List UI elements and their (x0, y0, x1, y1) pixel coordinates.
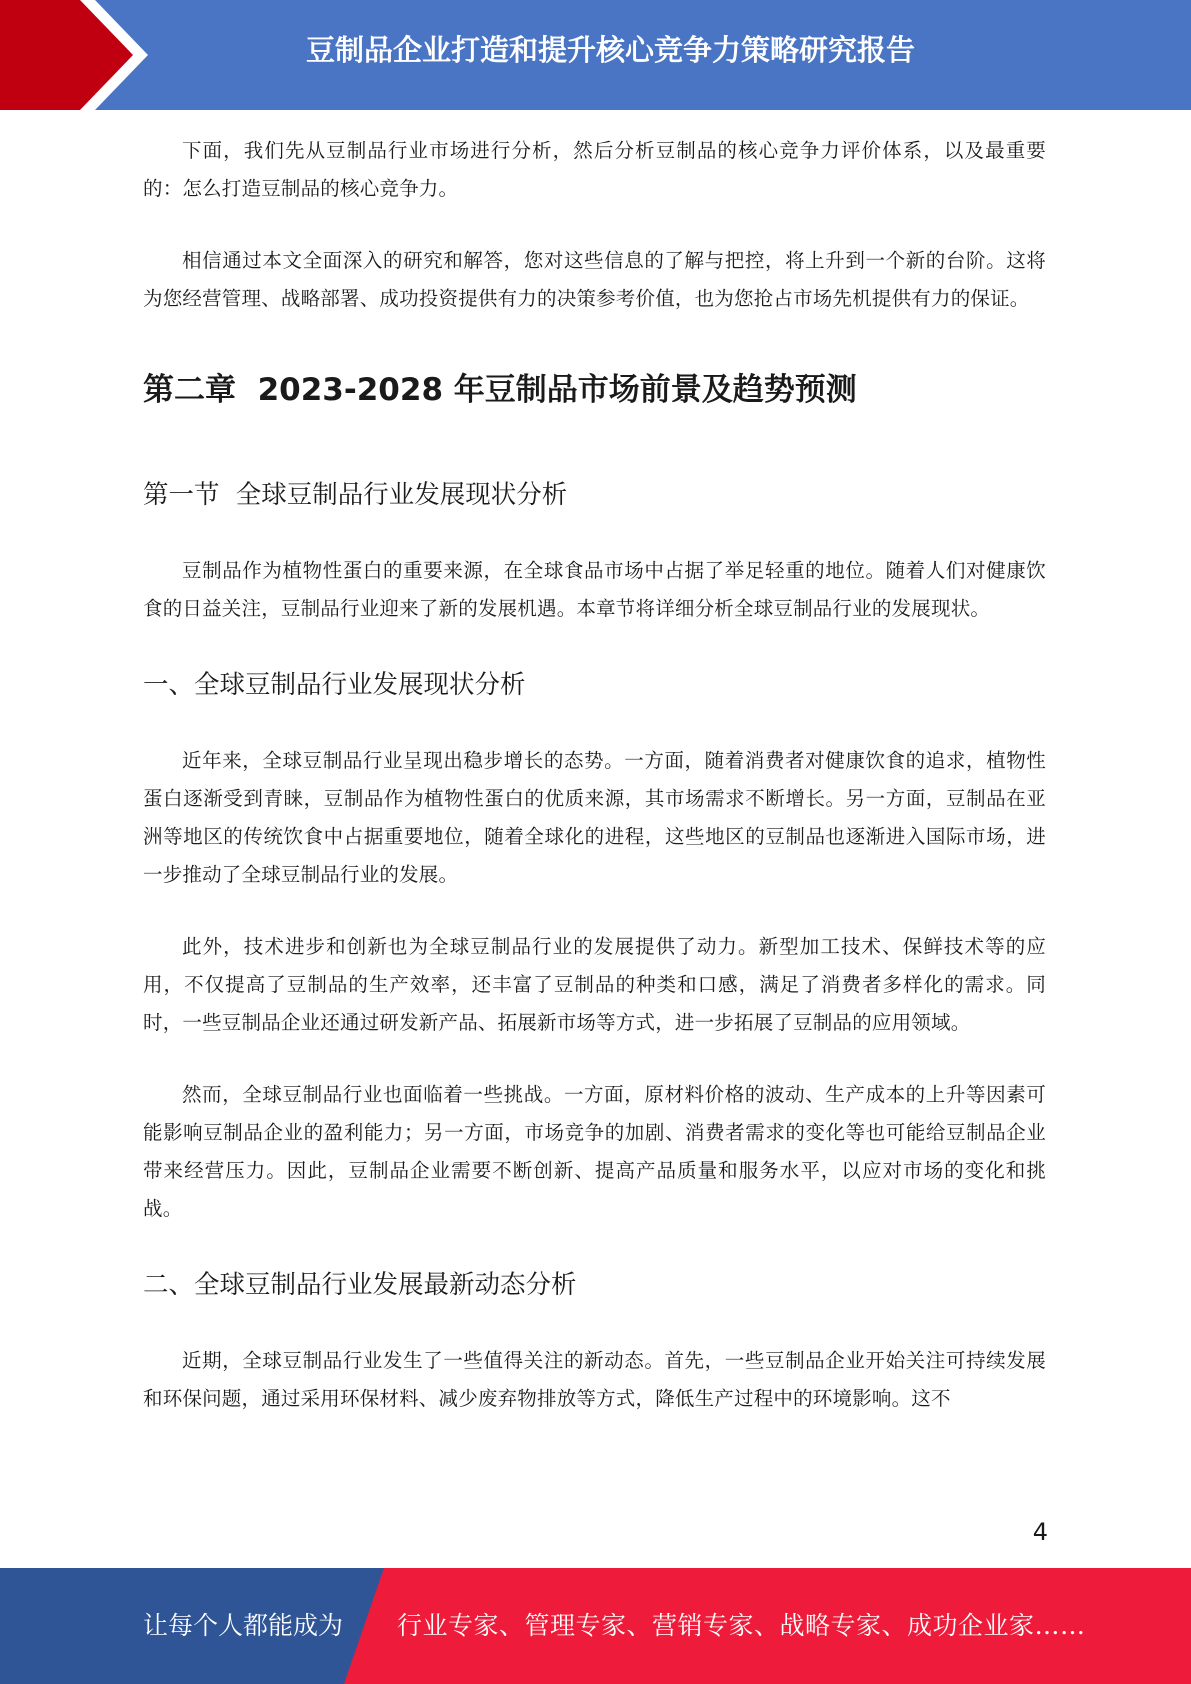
subsection-1-paragraph-1: 近年来，全球豆制品行业呈现出稳步增长的态势。一方面，随着消费者对健康饮食的追求，植物性蛋白逐渐受到青睐，豆制品作为植物性蛋白的优质来源，其市场需求不断增长。另一方面，豆制品在亚洲等地区的传统饮食中占据重要地位，随着全球化的进程，这些地区的豆制品也逐渐进入国际市场，进一步推动了全球豆制品行业的发展。 (143, 749, 1046, 886)
subsection-1-paragraph-2: 此外，技术进步和创新也为全球豆制品行业的发展提供了动力。新型加工技术、保鲜技术等的应用，不仅提高了豆制品的生产效率，还丰富了豆制品的种类和口感，满足了消费者多样化的需求。同时，一些豆制品企业还通过研发新产品、拓展新市场等方式，进一步拓展了豆制品的应用领域。 (143, 935, 1046, 1034)
subsection-1-title: 一、全球豆制品行业发展现状分析 (143, 670, 526, 700)
subsection-2-paragraph-1: 近期，全球豆制品行业发生了一些值得关注的新动态。首先，一些豆制品企业开始关注可持续发展和环保问题，通过采用环保材料、减少废弃物排放等方式，降低生产过程中的环境影响。这不 (143, 1349, 1046, 1410)
header-title: 豆制品企业打造和提升核心竞争力策略研究报告 (305, 33, 915, 67)
intro-paragraph-2: 相信通过本文全面深入的研究和解答，您对这些信息的了解与把控，将上升到一个新的台阶。这将为您经营管理、战略部署、成功投资提供有力的决策参考价值，也为您抢占市场先机提供有力的保证。 (143, 249, 1046, 310)
section-title: 第一节 全球豆制品行业发展现状分析 (143, 480, 568, 510)
page-footer (0, 1568, 1191, 1684)
intro-paragraph-1: 下面，我们先从豆制品行业市场进行分析，然后分析豆制品的核心竞争力评价体系，以及最重要的：怎么打造豆制品的核心竞争力。 (143, 139, 1046, 200)
page-number: 4 (1032, 1518, 1048, 1546)
subsection-1-paragraph-3: 然而，全球豆制品行业也面临着一些挑战。一方面，原材料价格的波动、生产成本的上升等因素可能影响豆制品企业的盈利能力；另一方面，市场竞争的加剧、消费者需求的变化等也可能给豆制品企业带来经营压力。因此，豆制品企业需要不断创新、提高产品质量和服务水平，以应对市场的变化和挑战。 (143, 1083, 1046, 1220)
subsection-2-title: 二、全球豆制品行业发展最新动态分析 (143, 1270, 577, 1300)
chapter-title: 第二章 2023-2028 年豆制品市场前景及趋势预测 (143, 372, 857, 408)
page-header (0, 0, 1191, 110)
footer-slogan-left: 让每个人都能成为 (143, 1611, 344, 1640)
document-body (143, 132, 1046, 1452)
footer-slogan-right: 行业专家、管理专家、营销专家、战略专家、成功企业家…… (397, 1611, 1086, 1640)
section-intro-paragraph: 豆制品作为植物性蛋白的重要来源，在全球食品市场中占据了举足轻重的地位。随着人们对健康饮食的日益关注，豆制品行业迎来了新的发展机遇。本章节将详细分析全球豆制品行业的发展现状。 (143, 559, 1046, 620)
